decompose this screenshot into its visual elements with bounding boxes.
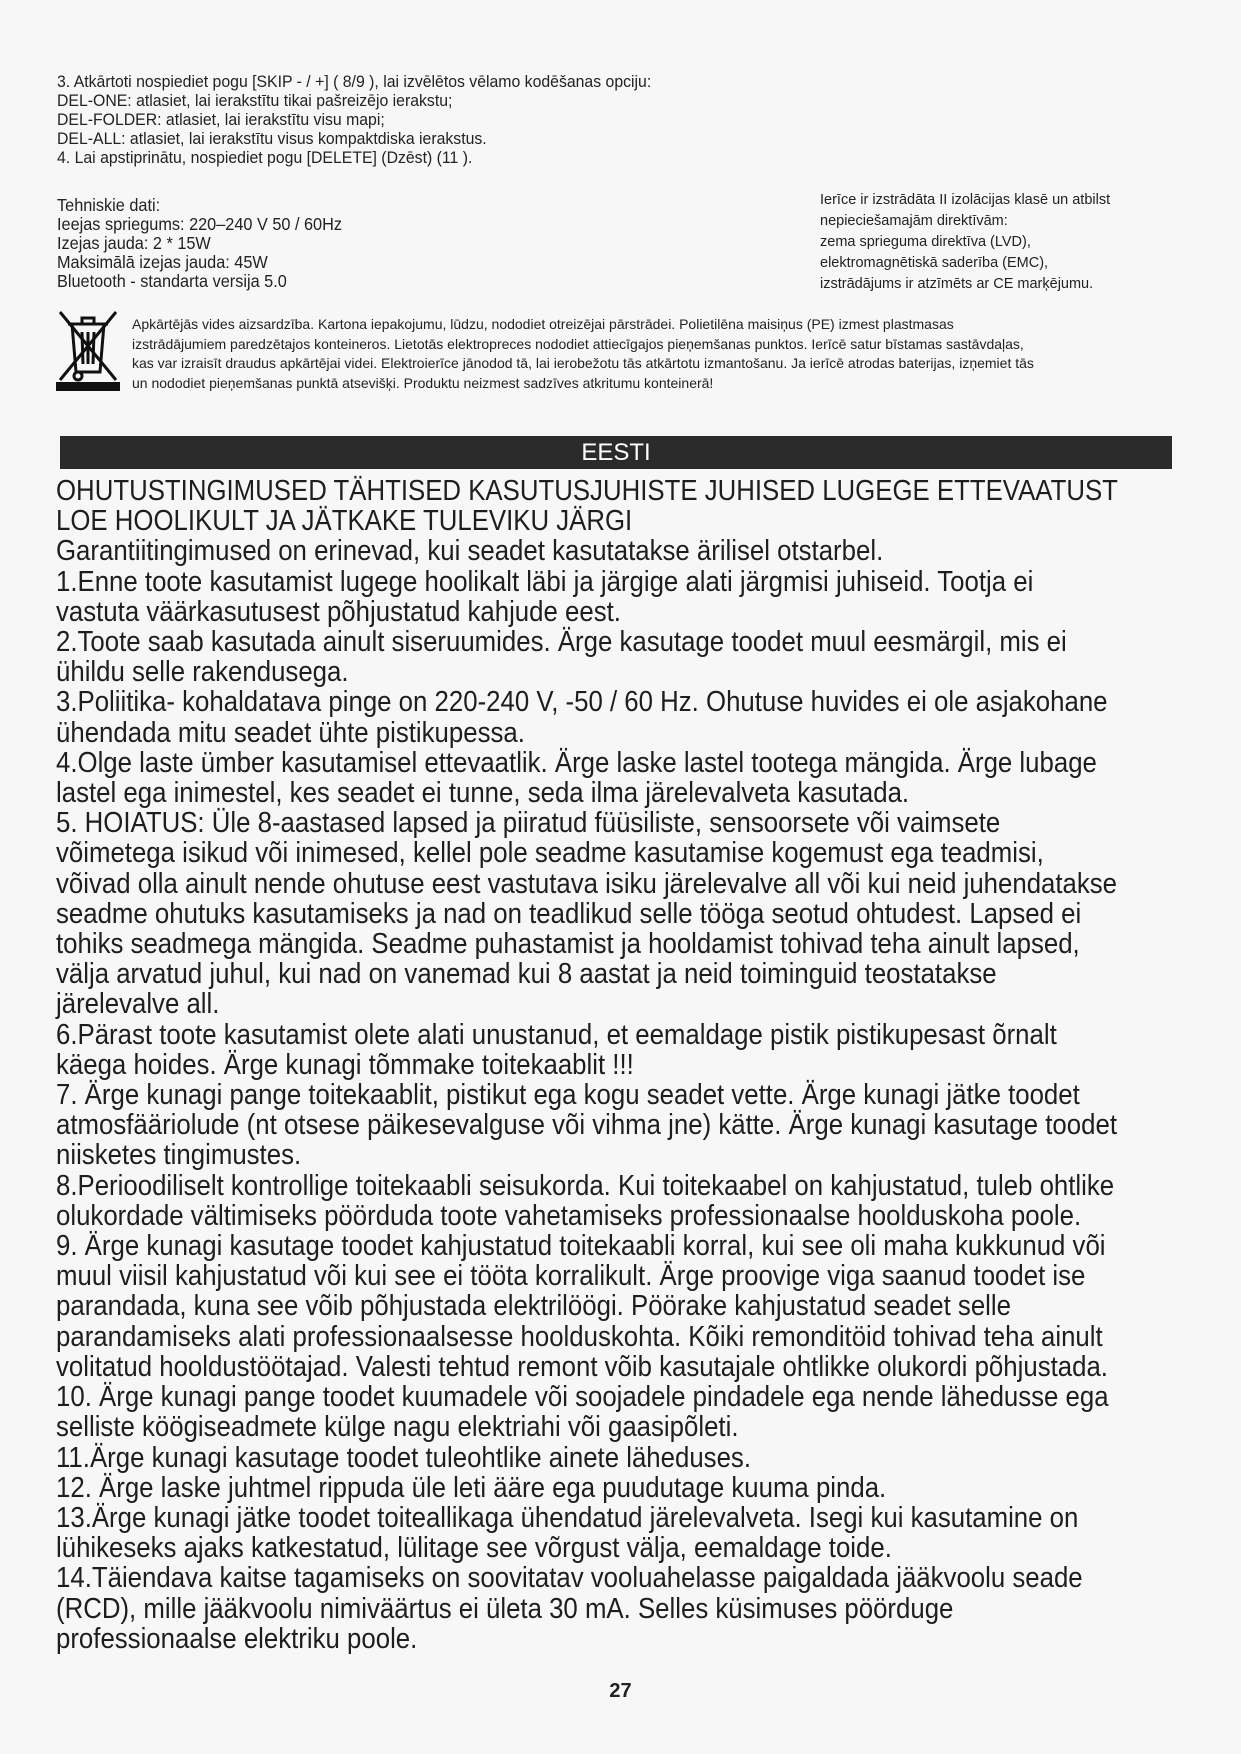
text-line: ühildu selle rakendusega. xyxy=(56,656,349,689)
compliance-line: Ierīce ir izstrādāta II izolācijas klasē un atbilst xyxy=(820,192,1111,208)
text-line: parandada, kuna see võib põhjustada elektrilöögi. Pöörake kahjustatud seadet selle xyxy=(56,1290,1011,1323)
text-line: käega hoides. Ärge kunagi tõmmake toitekaablit !!! xyxy=(56,1048,634,1081)
text-line: LOE HOOLIKULT JA JÄTKAKE TULEVIKU JÄRGI xyxy=(56,505,633,538)
text-line: 4. Lai apstiprinātu, nospiediet pogu [DELETE] (Dzēst) (11 ). xyxy=(57,148,473,167)
text-line: seadme ohutuks kasutamiseks ja nad on teadlikud selle tööga seotud ohtudest. Lapsed ei xyxy=(56,897,1082,930)
estonian-safety-text xyxy=(56,476,1178,1654)
text-line: 3. Atkārtoti nospiediet pogu [SKIP - / +] ( 8/9 ), lai izvēlētos vēlamo kodēšanas opciju: xyxy=(57,72,652,91)
crossed-bin-icon xyxy=(56,306,120,392)
text-line: lühikeseks ajaks katkestatud, lülitage see võrgust välja, eemaldage toide. xyxy=(56,1532,892,1565)
technical-specs xyxy=(57,196,541,291)
text-line: võimetega isikud või inimesed, kellel pole seadme kasutamise kogemust ega teadmisi, xyxy=(56,837,1044,870)
spec-line: Maksimālā izejas jauda: 45W xyxy=(57,252,268,272)
text-line: 1.Enne toote kasutamist lugege hoolikalt läbi ja järgige alati järgmisi juhiseid. Tootja ei xyxy=(56,565,1034,598)
spec-line: Izejas jauda: 2 * 15W xyxy=(57,233,211,253)
text-line: 7. Ärge kunagi pange toitekaablit, pistikut ega kogu seadet vette. Ärge kunagi jätke toodet xyxy=(56,1079,1080,1112)
environment-line: kas var izraisīt draudus apkārtējai videi. Elektroierīce jānodod tā, lai ierobežotu tās atkārtotu izmantošanu. Ja ierīcē atrodas baterijas, izņemiet tās xyxy=(132,355,1034,371)
compliance-line: elektromagnētiskā saderība (EMC), xyxy=(820,255,1049,271)
text-line: välja arvatud juhul, kui nad on vanemad kui 8 aastat ja neid toiminguid teostatakse xyxy=(56,958,997,991)
text-line: (RCD), mille jääkvoolu nimiväärtus ei ületa 30 mA. Selles küsimuses pöörduge xyxy=(56,1592,954,1625)
text-line: võivad olla ainult nende ohutuse eest vastutava isiku järelevalve all või kui neid juhendatakse xyxy=(56,867,1118,900)
environment-line: izstrādājumiem paredzētajos konteineros. Lietotās elektropreces nododiet attiecīgajos pieņemšanas punktos. Ierīcē satur bīstamas sastāvdaļas, xyxy=(132,335,1024,352)
spec-line: Ieejas spriegums: 220–240 V 50 / 60Hz xyxy=(57,214,343,234)
text-line: 11.Ärge kunagi kasutage toodet tuleohtlike ainete läheduses. xyxy=(56,1441,751,1474)
text-line: DEL-FOLDER: atlasiet, lai ierakstītu visu mapi; xyxy=(57,110,385,129)
environment-note xyxy=(132,315,1192,393)
text-line: muul viisil kahjustatud või kui see ei tööta korralikult. Ärge proovige viga saanud toodet ise xyxy=(56,1260,1086,1293)
compliance-line: nepieciešamajām direktīvām: xyxy=(820,213,1008,229)
text-line: 9. Ärge kunagi kasutage toodet kahjustatud toitekaabli korral, kui see oli maha kukkunud või xyxy=(56,1230,1106,1263)
spec-line: Bluetooth - standarta versija 5.0 xyxy=(57,271,287,291)
section-header: EESTI xyxy=(60,436,1172,469)
compliance-note xyxy=(820,190,1200,295)
text-line: professionaalse elektriku poole. xyxy=(56,1622,418,1655)
text-line: 3.Poliitika- kohaldatava pinge on 220-240 V, -50 / 60 Hz. Ohutuse huvides ei ole asjakohane xyxy=(56,686,1108,719)
environment-line: un nododiet pieņemšanas punktā atsevišķi. Produktu neizmest sadzīves atkritumu konteinerā! xyxy=(132,374,714,391)
text-line: OHUTUSTINGIMUSED TÄHTISED KASUTUSJUHISTE JUHISED LUGEGE ETTEVAATUST xyxy=(56,475,1118,507)
bin-underline-bar xyxy=(56,382,120,391)
text-line: vastuta väärkasutusest põhjustatud kahjude eest. xyxy=(56,595,621,628)
latvian-instructions xyxy=(57,72,1099,167)
environment-line: Apkārtējās vides aizsardzība. Kartona iepakojumu, lūdzu, nododiet otreizējai pārstrādei. Polietilēna maisiņus (PE) izmest plastmasas xyxy=(132,316,954,332)
text-line: 2.Toote saab kasutada ainult siseruumides. Ärge kasutage toodet muul eesmärgil, mis ei xyxy=(56,626,1067,659)
compliance-line: zema sprieguma direktīva (LVD), xyxy=(820,234,1031,250)
text-line: lastel ega inimestel, kes seadet ei tunne, seda ilma järelevalveta kasutada. xyxy=(56,777,910,810)
text-line: järelevalve all. xyxy=(56,988,220,1021)
text-line: DEL-ONE: atlasiet, lai ierakstītu tikai pašreizējo ierakstu; xyxy=(57,91,453,110)
text-line: 14.Täiendava kaitse tagamiseks on soovitatav vooluahelasse paigaldada jääkvoolu seade xyxy=(56,1562,1083,1595)
text-line: 5. HOIATUS: Üle 8-aastased lapsed ja piiratud füüsiliste, sensoorsete või vaimsete xyxy=(56,807,1001,840)
text-line: DEL-ALL: atlasiet, lai ierakstītu visus kompaktdiska ierakstus. xyxy=(57,129,487,148)
text-line: 13.Ärge kunagi jätke toodet toiteallikaga ühendatud järelevalveta. Isegi kui kasutamine on xyxy=(56,1501,1079,1534)
text-line: Garantiitingimused on erinevad, kui seadet kasutatakse ärilisel otstarbel. xyxy=(56,535,884,568)
text-line: 12. Ärge laske juhtmel rippuda üle leti ääre ega puudutage kuuma pinda. xyxy=(56,1471,887,1504)
spec-line: Tehniskie dati: xyxy=(57,195,161,215)
text-line: tohiks seadmega mängida. Seadme puhastamist ja hooldamist tohivad teha ainult lapsed, xyxy=(56,928,1080,961)
page-number: 27 xyxy=(609,1680,632,1702)
text-line: atmosfääriolude (nt otsese päikesevalguse või vihma jne) kätte. Ärge kunagi kasutage toodet xyxy=(56,1109,1117,1142)
text-line: 10. Ärge kunagi pange toodet kuumadele või soojadele pindadele ega nende lähedusse ega xyxy=(56,1381,1109,1414)
text-line: selliste köögiseadmete külge nagu elektriahi või gaasipõleti. xyxy=(56,1411,739,1444)
text-line: niisketes tingimustes. xyxy=(56,1139,302,1172)
text-line: ühendada mitu seadet ühte pistikupessa. xyxy=(56,716,525,749)
text-line: volitatud hooldustöötajad. Valesti tehtud remont võib kasutajale ohtlikke olukordi põhjustada. xyxy=(56,1350,1108,1383)
text-line: 4.Olge laste ümber kasutamisel ettevaatlik. Ärge laske lastel tootega mängida. Ärge lubage xyxy=(56,746,1097,779)
text-line: olukordade vältimiseks pöörduda toote vahetamiseks professionaalse hoolduskoha poole. xyxy=(56,1199,1082,1232)
text-line: 6.Pärast toote kasutamist olete alati unustanud, et eemaldage pistik pistikupesast õrnalt xyxy=(56,1018,1057,1051)
text-line: 8.Perioodiliselt kontrollige toitekaabli seisukorda. Kui toitekaabel on kahjustatud, tuleb ohtlike xyxy=(56,1169,1115,1202)
text-line: parandamiseks alati professionaalsesse hoolduskohta. Kõiki remonditöid tohivad teha ainult xyxy=(56,1320,1103,1353)
compliance-line: izstrādājums ir atzīmēts ar CE marķējumu. xyxy=(820,276,1094,292)
